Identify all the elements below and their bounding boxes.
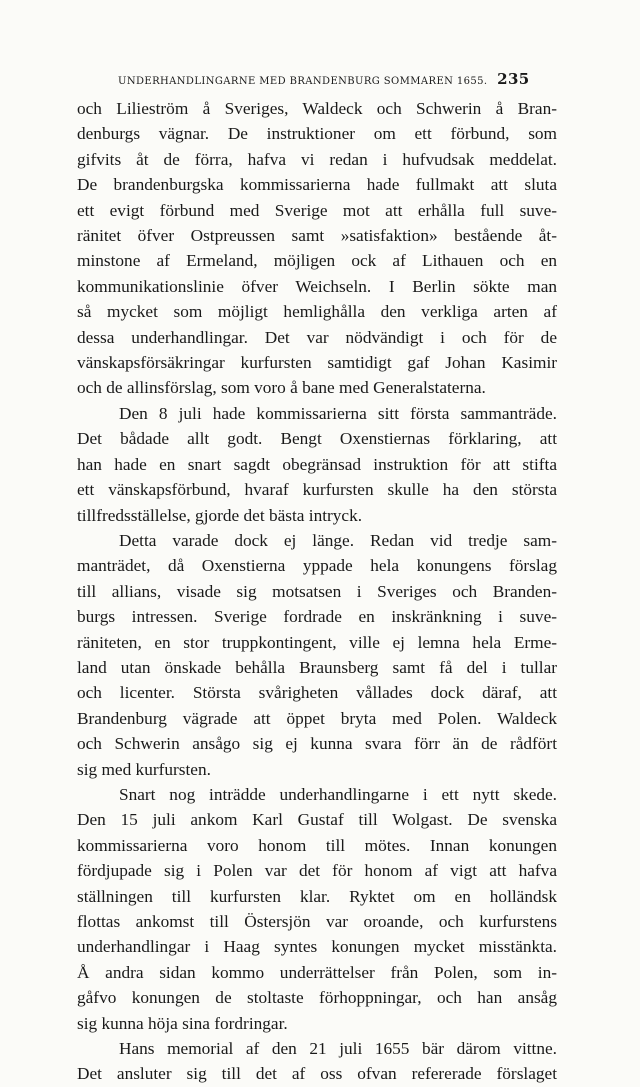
text-line: Brandenburg vägrade att öppet bryta med Polen. Waldeck — [77, 708, 557, 728]
text-line: land utan önskade behålla Braunsberg samt få del i tullar — [77, 657, 557, 677]
text-line: De brandenburgska kommissarierna hade fullmakt att sluta — [77, 175, 557, 195]
text-line: fördjupade sig i Polen var det för honom af vigt att hafva — [77, 861, 557, 881]
running-head — [118, 70, 568, 88]
text-line: och de allinsförslag, som voro å bane med Generalstaterna. — [77, 378, 486, 398]
text-line: ett evigt förbund med Sverige mot att erhålla full suve- — [77, 200, 557, 220]
text-line: räniteten, en stor truppkontingent, ville ej lemna hela Erme- — [77, 632, 557, 652]
text-line: tillfredsställelse, gjorde det bästa intryck. — [77, 505, 363, 525]
text-line: så mycket som möjligt hemlighålla den verkliga arten af — [77, 302, 557, 322]
text-line: underhandlingar i Haag syntes konungen mycket misstänkta. — [77, 937, 557, 957]
text-line: och Schwerin ansågo sig ej kunna svara förr än de rådfört — [77, 734, 557, 754]
page-number: 235 — [497, 70, 530, 88]
text-line: vänskapsförsäkringar kurfursten samtidigt gaf Johan Kasimir — [77, 353, 557, 373]
text-line: ett vänskapsförbund, hvaraf kurfursten skulle ha den största — [77, 480, 557, 500]
text-line: kommunikationslinie öfver Weichseln. I Berlin sökte man — [77, 276, 557, 296]
text-line: Å andra sidan kommo underrättelser från Polen, som in- — [77, 962, 557, 982]
text-line: sig med kurfursten. — [77, 759, 211, 779]
text-line: dessa underhandlingar. Det var nödvändigt i och för de — [77, 327, 557, 347]
text-line: Det ansluter sig till det af oss ofvan refererade förslaget — [77, 1064, 557, 1084]
text-line: flottas ankomst till Östersjön var oroande, och kurfurstens — [77, 912, 557, 931]
body-text — [77, 96, 557, 1087]
text-line: Detta varade dock ej länge. Redan vid tredje sam- — [119, 530, 557, 550]
text-line: minstone af Ermeland, möjligen ock af Lithauen och en — [77, 251, 557, 271]
text-line: Den 8 juli hade kommissarierna sitt första sammanträde. — [119, 403, 557, 423]
text-line: gifvits åt de förra, hafva vi redan i hufvudsak meddelat. — [77, 149, 557, 169]
text-line: ränitet öfver Ostpreussen samt »satisfaktion» bestående åt- — [77, 226, 557, 246]
text-line: Den 15 juli ankom Karl Gustaf till Wolgast. De svenska — [77, 810, 557, 830]
text-line: denburgs vägnar. De instruktioner om ett förbund, som — [77, 124, 557, 144]
running-title: UNDERHANDLINGARNE MED BRANDENBURG SOMMAREN 1655. — [118, 76, 488, 87]
text-line: gåfvo konungen de stoltaste förhoppningar, och han ansåg — [77, 988, 557, 1008]
text-line: och licenter. Största svårigheten vållades dock däraf, att — [77, 683, 557, 703]
text-line: Snart nog inträdde underhandlingarne i ett nytt skede. — [119, 784, 557, 804]
text-line: och Lilieström å Sveriges, Waldeck och Schwerin å Bran- — [77, 99, 557, 118]
text-line: kommissarierna voro honom till mötes. Innan konungen — [77, 835, 557, 855]
text-line: manträdet, då Oxenstierna yppade hela konungens förslag — [77, 556, 557, 576]
text-line: till allians, visade sig motsatsen i Sveriges och Branden- — [77, 581, 557, 601]
text-line: sig kunna höja sina fordringar. — [77, 1013, 288, 1033]
text-line: han hade en snart sagdt obegränsad instruktion för att stifta — [77, 454, 557, 474]
text-line: Det bådade allt godt. Bengt Oxenstiernas förklaring, att — [77, 429, 557, 449]
text-line: ställningen till kurfursten klar. Ryktet om en holländsk — [77, 886, 557, 906]
text-line: Hans memorial af den 21 juli 1655 bär därom vittne. — [119, 1039, 557, 1059]
text-line: burgs intressen. Sverige fordrade en inskränkning i suve- — [77, 607, 557, 627]
